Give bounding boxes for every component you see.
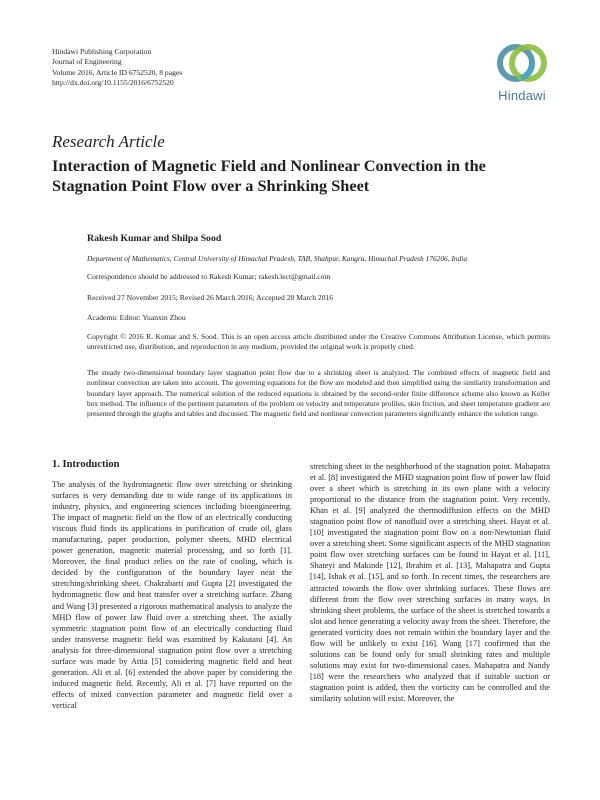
received-dates: Received 27 November 2015; Revised 26 March 2016; Accepted 28 March 2016	[87, 293, 334, 302]
article-title: Interaction of Magnetic Field and Nonlinear Convection in the Stagnation Point Flow over a Shrinking Sheet	[52, 156, 486, 195]
volume-info: Volume 2016, Article ID 6752520, 8 pages	[52, 67, 183, 77]
hindawi-logo	[493, 37, 551, 105]
abstract: The steady two-dimensional boundary layer stagnation point flow due to a shrinking sheet is analyzed. The combined effects of magnetic field and nonlinear convection are taken into account. The governing equations for the flow are modeled and then simplified using the similarity transformation and boundary layer approach. The numerical solution of the reduced equations is obtained by the second-order finite difference scheme also known as Keller box method. The influence of the pertinent parameters of the problem on velocity and temperature profiles, skin friction, and sheet temperature gradient are presented through the graphs and tables and discussed. The magnetic field and nonlinear convection parameters significantly enhance the solution range.	[87, 368, 550, 419]
body-column-left: The analysis of the hydromagnetic flow over stretching or shrinking surfaces is very demanding due to wide range of its applications in industry, physics, and engineering sciences including bioengineering. The impact of magnetic field on the flow of an electrically conducting viscous fluid finds its applications in purification of crude oil, glass manufacturing, paper production, polymer sheets, MHD electrical power generation, magnetic material processing, and so forth [1]. Moreover, the final product relies on the rate of cooling, which is decided by the configuration of the boundary layer near the stretching/shrinking sheet. Chakrabarti and Gupta [2] investigated the hydromagnetic flow and heat transfer over a stretching surface. Zhang and Wang [3] presented a rigorous mathematical analysis to analyze the MHD flow of power law fluid over a stretching sheet. The axially symmetric stagnation point flow of an electrically conducting fluid under transverse magnetic field was examined by Kakutani [4]. An analysis for three-dimensional stagnation point flow over a stretching surface was made by Attia [5] considering magnetic field and heat generation. Ali et al. [6] extended the above paper by considering the induced magnetic field. Recently, Ali et al. [7] have reported on the effects of mixed convection parameter and magnetic field over a vertical	[52, 480, 292, 710]
affiliation: Department of Mathematics, Central University of Himachal Pradesh, TAB, Shahpur, Kangra, Himachal Pradesh 176206, India	[87, 254, 468, 263]
section-heading: 1. Introduction	[52, 459, 120, 470]
body-column-right: stretching sheet in the neighborhood of the stagnation point. Mahapatra et al. [8] investigated the MHD stagnation point flow of power law fluid over a sheet which is stretching in its own plane with a velocity proportional to the distance from the stagnation point. Very recently, Khan et al. [9] analyzed the thermodiffusion effects on the MHD stagnation point flow of nanofluid over a stretching sheet. Hayat et al. [10] investigated the stagnation point flow on a non-Newtonian fluid over a stretching sheet. Some significant aspects of the MHD stagnation point flow over stretching surfaces can be found in Hayat et al. [11], Shateyi and Makinde [12], Ibrahim et al. [13], Mahapatra and Gupta [14], Ishak et al. [15], and so forth. In recent times, the researchers are attracted towards the flow over shrinking surfaces. These flows are different from the flow over stretching surfaces in many ways. In shrinking sheet problems, the surface of the sheet is stretched towards a slot and hence generating a velocity away from the sheet. Therefore, the generated vorticity does not remain within the boundary layer and the flow will be unlikely to exist [16]. Wang [17] confirmed that the solutions can be found only for small shrinking rates and multiple solutions may exist for two-dimensional cases. Mahapatra and Nandy [18] were the researchers who analyzed that if suitable suction or stagnation point is added, then the vorticity can be controlled and the similarity solution will exist. Moreover, the	[310, 462, 550, 703]
journal-header	[52, 47, 182, 89]
publisher-name: Hindawi Publishing Corporation	[52, 47, 152, 56]
article-type: Research Article	[52, 132, 165, 151]
academic-editor: Academic Editor: Yuanxin Zhou	[87, 313, 186, 322]
copyright-notice: Copyright © 2016 R. Kumar and S. Sood. This is an open access article distributed under the Creative Commons Attribution License, which permits unrestricted use, distribution, and reproduction in any medium, provided the original work is properly cited.	[87, 332, 550, 352]
hindawi-logo-icon	[493, 37, 551, 87]
doi-link[interactable]: http://dx.doi.org/10.1155/2016/6752520	[52, 78, 174, 88]
journal-name: Journal of Engineering	[52, 57, 122, 67]
correspondence: Correspondence should be addressed to Rakesh Kumar; rakesh.lect@gmail.com	[87, 272, 331, 281]
logo-text: Hindawi	[498, 88, 546, 103]
authors: Rakesh Kumar and Shilpa Sood	[87, 233, 222, 244]
